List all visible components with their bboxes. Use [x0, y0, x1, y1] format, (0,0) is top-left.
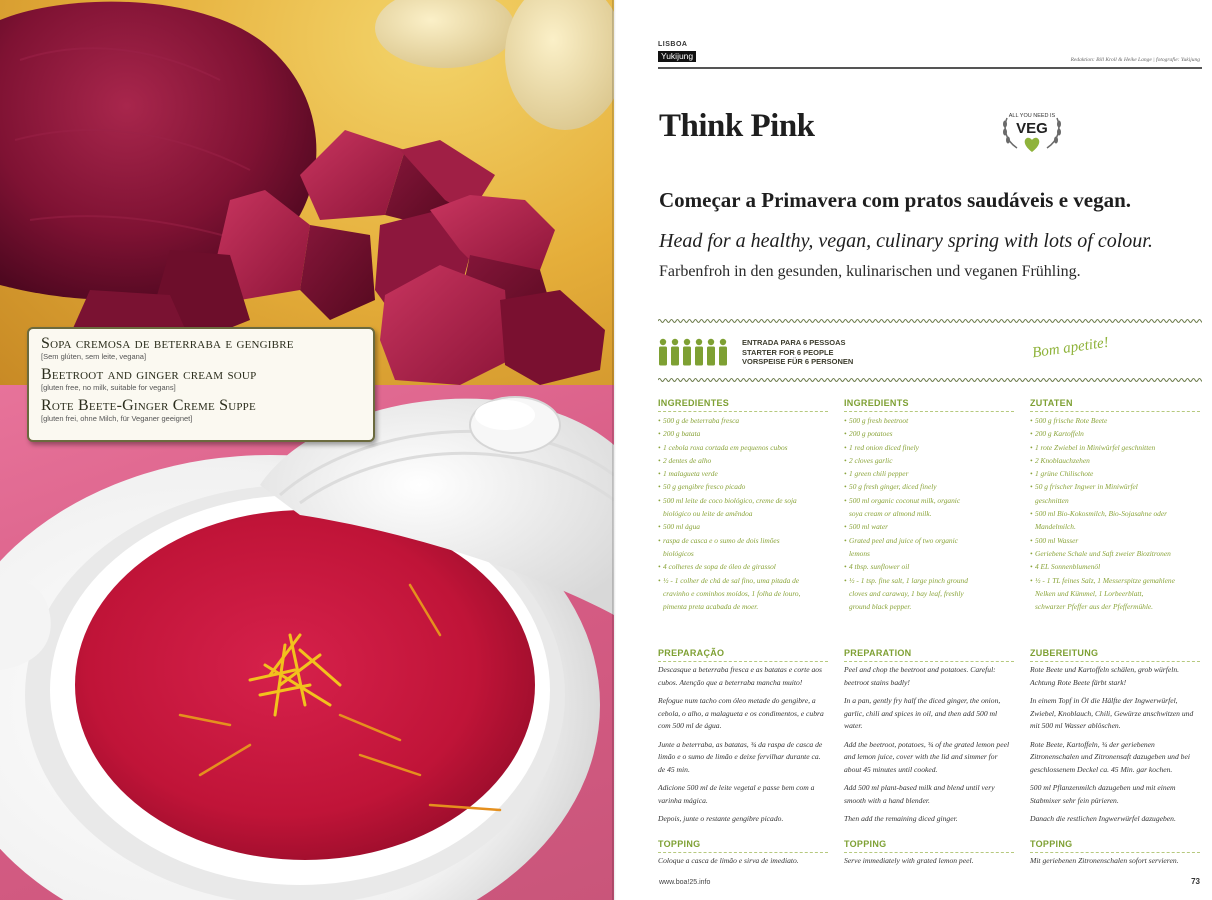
topping-text: Serve immediately with grated lemon peel.: [844, 856, 974, 865]
column-portuguese: [658, 398, 828, 868]
ingredient-item: • 1 green chili pepper: [844, 467, 1014, 480]
ingredient-item: • 200 g potatoes: [844, 427, 1014, 440]
preparation-step: Rote Beete, Kartoffeln, ¾ der geriebenen Zitronenschalen und Zitronensaft dazugeben und bei geschlossenem Deckel ca. 45 Min. gar kochen.: [1030, 739, 1190, 774]
ingredient-item: geschnitten: [1035, 495, 1069, 505]
person-icon: [708, 339, 714, 345]
preparation-step: Adicione 500 ml de leite vegetal e passe bem com a varinha mágica.: [658, 783, 815, 805]
person-icon: [659, 347, 667, 366]
column-english: [844, 398, 1014, 868]
person-icon: [672, 339, 678, 345]
ingredient-item: • 1 malagueta verde: [658, 467, 828, 480]
header-city: LISBOA: [658, 41, 688, 48]
person-icon: [719, 347, 727, 366]
person-icon: [684, 339, 690, 345]
ingredient-item: schwarzer Pfeffer aus der Pfeffermühle.: [1035, 602, 1154, 612]
ingredient-item: • 50 g gengibre fresco picado: [658, 480, 828, 493]
subtitle-de: Farbenfroh in den gesunden, kulinarischen und veganen Frühling.: [659, 263, 1081, 280]
people-icons: [658, 338, 730, 366]
ingredient-item: • 4 colheres de sopa de óleo de girassol: [658, 560, 828, 573]
card-sub-de: [gluten frei, ohne Milch, für Veganer geeignet]: [41, 414, 193, 423]
card-sub-en: [gluten free, no milk, suitable for vegans]: [41, 383, 176, 392]
ingredient-item: • raspa de casca e o sumo de dois limões: [658, 534, 828, 547]
preparation-step: In a pan, gently fry half the diced ginger, the onion, garlic, chili and spices in oil, and then add 500 ml water.: [844, 696, 1001, 730]
person-icon: [683, 347, 691, 366]
preparation-step: Descasque a beterraba fresca e as batatas e corte aos cubos. Atenção que a beterraba mancha muito!: [658, 665, 823, 687]
person-icon: [660, 339, 666, 345]
ingredient-item: biológico ou leite de amêndoa: [663, 509, 753, 519]
preparation-step: 500 ml Pflanzenmilch dazugeben und mit einem Stabmixer sehr fein pürieren.: [1030, 783, 1176, 805]
badge-line1: ALL YOU NEED IS: [1008, 113, 1056, 119]
preparation-step: Rote Beete und Kartoffeln schälen, grob würfeln. Achtung Rote Beete färbt stark!: [1030, 665, 1180, 687]
ingredient-item: • 200 g Kartoffeln: [1030, 427, 1200, 440]
topping-heading: TOPPING: [658, 839, 828, 853]
ingredient-item: soya cream or almond milk.: [849, 509, 932, 519]
ingredient-item: • 4 EL Sonnenblumenöl: [1030, 560, 1200, 573]
ingredient-item: Mandelmilch.: [1035, 522, 1076, 532]
preparation-step: Danach die restlichen Ingwerwürfel dazugeben.: [1030, 814, 1176, 823]
preparation-step: Add 500 ml plant-based milk and blend until very smooth with a hand blender.: [844, 783, 995, 805]
person-icon: [696, 339, 702, 345]
ingredients-heading: INGREDIENTES: [658, 398, 828, 412]
person-icon: [707, 347, 715, 366]
ingredient-item: pimenta preta acabada de moer.: [663, 602, 759, 612]
soup-photo: [0, 385, 614, 900]
ingredient-item: • 500 g frische Rote Beete: [1030, 414, 1200, 427]
person-icon: [720, 339, 726, 345]
person-icon: [695, 347, 703, 366]
card-sub-pt: [Sem glúten, sem leite, vegana]: [41, 352, 147, 361]
header-author-tag: Yukijung: [658, 51, 696, 62]
preparation-step: Junte a beterraba, as batatas, ¾ da raspa de casca de limão e o sumo de limão e deixe fervilhar durante ca. de 45 min.: [658, 739, 823, 774]
column-german: [1030, 398, 1200, 868]
ingredient-item: cloves and caraway, 1 bay leaf, freshly: [849, 588, 964, 598]
ingredient-item: • 500 ml leite de coco biológico, creme de soja: [658, 494, 828, 507]
ingredient-item: • 500 ml organic coconut milk, organic: [844, 494, 1014, 507]
servings-en: STARTER FOR 6 PEOPLE: [742, 347, 834, 357]
ingredient-item: • 1 grüne Chilischote: [1030, 467, 1200, 480]
servings-text: [742, 338, 853, 367]
ingredient-item: ground black pepper.: [849, 602, 912, 612]
page-title: Think Pink: [659, 108, 815, 144]
ingredient-list: [658, 414, 828, 648]
ingredient-item: • 500 ml water: [844, 520, 1014, 533]
recipe-label-card: [27, 327, 375, 442]
ingredient-item: • 50 g fresh ginger, diced finely: [844, 480, 1014, 493]
ingredient-item: • 500 ml água: [658, 520, 828, 533]
ingredient-item: • 500 g de beterraba fresca: [658, 414, 828, 427]
ingredient-item: • 500 g fresh beetroot: [844, 414, 1014, 427]
ingredient-item: • 2 Knoblauchzehen: [1030, 454, 1200, 467]
subtitle-pt: Começar a Primavera com pratos saudáveis e vegan.: [659, 188, 1132, 212]
preparation-text: [658, 664, 828, 839]
ingredient-item: Nelken und Kümmel, 1 Lorbeerblatt,: [1035, 588, 1144, 598]
preparation-text: [1030, 664, 1200, 839]
ingredient-item: • ½ - 1 TL feines Salz, 1 Messerspitze gemahlene: [1030, 574, 1200, 587]
ingredient-item: • 4 tbsp. sunflower oil: [844, 560, 1014, 573]
topping-heading: TOPPING: [1030, 839, 1200, 853]
ingredient-list: [1030, 414, 1200, 648]
card-title-de: Rote Beete-Ginger Creme Suppe: [41, 397, 256, 414]
ingredient-item: • ½ - 1 tsp. fine salt, 1 large pinch ground: [844, 574, 1014, 587]
ingredient-item: • 500 ml Wasser: [1030, 534, 1200, 547]
preparation-step: Then add the remaining diced ginger.: [844, 814, 958, 823]
wavy-divider: [658, 318, 1202, 324]
ingredient-item: • 1 red onion diced finely: [844, 441, 1014, 454]
person-icon: [671, 347, 679, 366]
wavy-divider: [658, 377, 1202, 383]
preparation-heading: PREPARAÇÃO: [658, 648, 828, 662]
ingredient-item: • ½ - 1 colher de chá de sal fino, uma pitada de: [658, 574, 828, 587]
card-title-pt: Sopa cremosa de beterraba e gengibre: [41, 335, 294, 352]
ingredient-item: cravinho e cominhos moídos, 1 folha de louro,: [663, 588, 801, 598]
preparation-step: Peel and chop the beetroot and potatoes. Careful: beetroot stains badly!: [844, 665, 996, 687]
preparation-step: Depois, junte o restante gengibre picado.: [658, 814, 784, 823]
ingredient-item: • 1 cebola roxa cortada em pequenos cubos: [658, 441, 828, 454]
ingredient-item: • Geriebene Schale und Saft zweier Biozitronen: [1030, 547, 1200, 560]
preparation-text: [844, 664, 1014, 839]
servings-pt: ENTRADA PARA 6 PESSOAS: [742, 338, 846, 347]
ingredient-item: • 1 rote Zwiebel in Miniwürfel geschnitten: [1030, 441, 1200, 454]
topping-heading: TOPPING: [844, 839, 1014, 853]
card-title-en: Beetroot and ginger cream soup: [41, 366, 257, 383]
veg-badge-icon: [997, 106, 1067, 156]
ingredient-item: • 50 g frischer Ingwer in Miniwürfel: [1030, 480, 1200, 493]
ingredients-heading: ZUTATEN: [1030, 398, 1200, 412]
subtitle-en: Head for a healthy, vegan, culinary spring with lots of colour.: [659, 230, 1153, 252]
ingredient-item: • 2 cloves garlic: [844, 454, 1014, 467]
ingredient-item: • Grated peel and juice of two organic: [844, 534, 1014, 547]
preparation-heading: PREPARATION: [844, 648, 1014, 662]
recipe-page: [616, 0, 1212, 900]
preparation-step: In einem Topf in Öl die Hälfte der Ingwerwürfel, Zwiebel, Knoblauch, Chili, Gewürze anschwitzen und mit 500 ml Wasser ablöschen.: [1030, 696, 1194, 730]
ingredient-item: biológicos: [663, 548, 694, 558]
ingredient-item: • 200 g batata: [658, 427, 828, 440]
ingredient-list: [844, 414, 1014, 648]
servings-de: VORSPEISE FÜR 6 PERSONEN: [742, 357, 854, 366]
topping-text: Mit geriebenen Zitronenschalen sofort servieren.: [1030, 856, 1179, 865]
footer-url: www.boa!25.info: [659, 879, 711, 886]
badge-line2: VEG: [1016, 120, 1048, 137]
ingredient-item: lemons: [849, 548, 870, 558]
ingredients-heading: INGREDIENTS: [844, 398, 1014, 412]
topping-text: Coloque a casca de limão e sirva de imediato.: [658, 856, 799, 865]
header-rule: [658, 67, 1202, 69]
ingredient-item: • 2 dentes de alho: [658, 454, 828, 467]
preparation-step: Refogue num tacho com óleo metade do gengibre, a cebola, o alho, a malagueta e os condimentos, e cubra com 500 ml de água.: [658, 696, 824, 730]
soup-bowl-illustration: [0, 385, 614, 900]
bom-apetite-script: Bom apetite!: [1031, 334, 1110, 362]
preparation-step: Add the beetroot, potatoes, ¾ of the grated lemon peel and lemon juice, cover with the lid and simmer for about 45 minutes until cooked.: [844, 739, 1010, 774]
page-number: 73: [1191, 877, 1200, 886]
preparation-heading: ZUBEREITUNG: [1030, 648, 1200, 662]
ingredient-item: • 500 ml Bio-Kokosmilch, Bio-Sojasahne oder: [1030, 507, 1200, 520]
header-credits: Redaktion: Bill Kroll & Heike Lange | fotografie: Yukijung: [1070, 57, 1200, 63]
